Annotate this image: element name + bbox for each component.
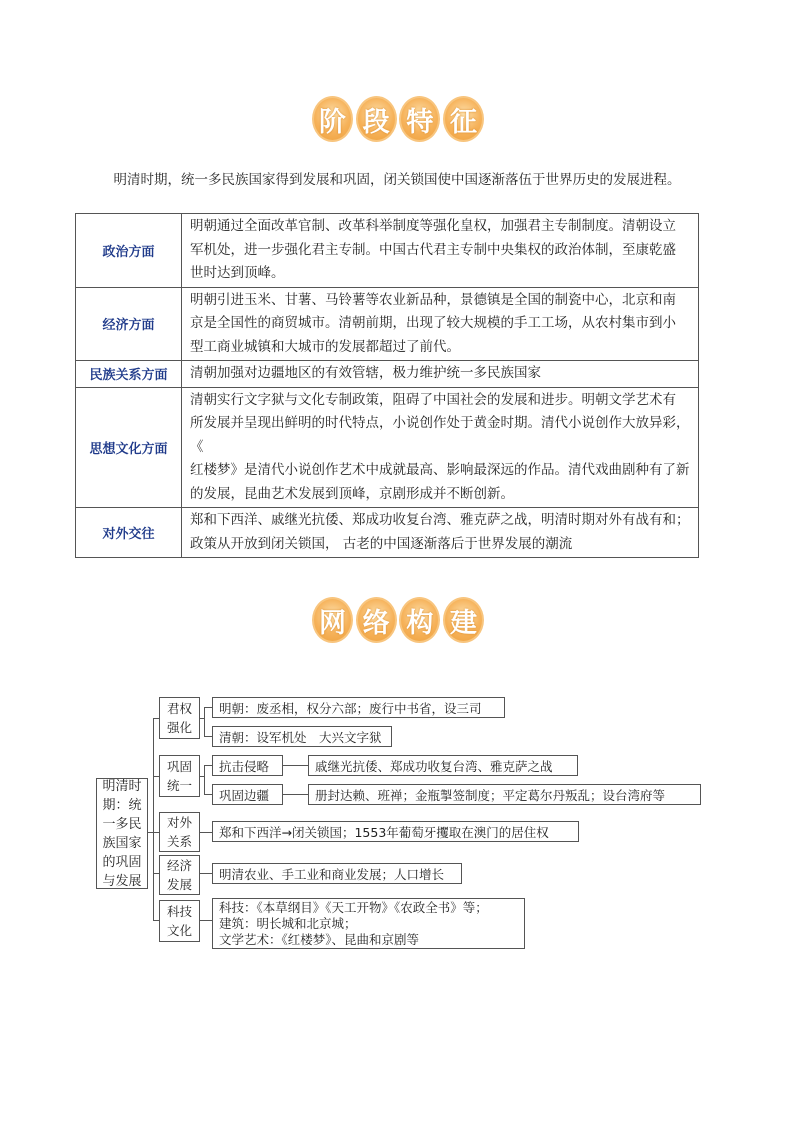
banner-char: 网: [312, 597, 353, 643]
banner-char: 络: [356, 597, 397, 643]
connector-line: [204, 765, 212, 766]
branch-label: 科技文化: [166, 904, 192, 938]
desc-line: 所发展并呈现出鲜明的时代特点，小说创作处于黄金时期。清代小说创作大放异彩，《: [190, 415, 690, 455]
connector-line: [153, 718, 154, 920]
connector-line: [200, 920, 212, 921]
branch-unity: [159, 755, 200, 797]
branch-science-culture: [159, 900, 200, 942]
desc-line: 型工商业城镇和大城市的发展都超过了前代。: [190, 338, 460, 355]
connector-line: [204, 794, 212, 795]
desc-line: 京是全国性的商贸城市。清朝前期，出现了较大规模的手工工场，从农村集市到小: [190, 315, 676, 331]
desc-line: 明朝通过全面改革官制、改革科举制度等强化皇权，加强君主专制制度。清朝设立: [190, 218, 676, 234]
section-banner-stage-features: [312, 96, 484, 144]
connector-line: [204, 707, 212, 708]
leaf-economy: 明清农业、手工业和商业发展；人口增长: [212, 863, 462, 884]
row-category: 民族关系方面: [76, 361, 182, 388]
banner-char: 阶: [312, 96, 353, 142]
characteristics-table: [75, 213, 699, 558]
desc-line: 明朝引进玉米、甘薯、马铃薯等农业新品种，景德镇是全国的制瓷中心，北京和南: [190, 291, 676, 308]
desc-line: 郑和下西洋、戚继光抗倭、郑成功收复台湾、雅克萨之战，明清时期对外有战有和；: [190, 512, 690, 528]
connector-line: [200, 832, 212, 833]
row-description: [182, 287, 699, 361]
desc-line: 的发展，昆曲艺术发展到顶峰，京剧形成并不断创新。: [190, 485, 514, 502]
leaf-line: 文学艺术：《红楼梦》、昆曲和京剧等: [219, 932, 420, 947]
connector-line: [283, 794, 308, 795]
leaf-resist-invasion: 抗击侵略: [212, 755, 283, 776]
banner-char: 构: [399, 597, 440, 643]
row-category: 对外交往: [76, 508, 182, 558]
connector-line: [204, 707, 205, 736]
connector-line: [204, 736, 212, 737]
desc-line: 政策从开放到闭关锁国， 古老的中国逐渐落后于世界发展的潮流: [190, 535, 573, 552]
leaf-secure-border-detail: 册封达赖、班禅；金瓶掣签制度；平定葛尔丹叛乱；设台湾府等: [308, 784, 701, 805]
row-category: 思想文化方面: [76, 387, 182, 508]
leaf-science-culture: [212, 898, 525, 949]
leaf-qing-power: 清朝：设军机处 大兴文字狱: [212, 726, 392, 747]
branch-label: 君权强化: [166, 701, 192, 735]
table-row: [76, 214, 699, 288]
row-category: 政治方面: [76, 214, 182, 288]
leaf-line: 科技：《本草纲目》《天工开物》《农政全书》等；: [219, 900, 488, 915]
diagram-root: [96, 778, 148, 889]
section-banner-network: [312, 597, 484, 645]
banner-char: 建: [443, 597, 484, 643]
table-row: [76, 287, 699, 361]
connector-line: [200, 873, 212, 874]
connector-line: [283, 765, 308, 766]
row-description: [182, 361, 699, 388]
table-row: [76, 387, 699, 508]
row-description: [182, 387, 699, 508]
banner-char: 特: [399, 96, 440, 142]
leaf-ming-power: 明朝：废丞相，权分六部；废行中书省，设三司: [212, 697, 505, 718]
row-description: [182, 508, 699, 558]
leaf-foreign-relations: 郑和下西洋→闭关锁国；1553年葡萄牙攫取在澳门的居住权: [212, 821, 579, 842]
branch-label: 巩固统一: [166, 759, 192, 793]
table-row: [76, 361, 699, 388]
desc-line: 清朝加强对边疆地区的有效管辖，极力维护统一多民族国家: [190, 365, 541, 381]
leaf-secure-border: 巩固边疆: [212, 784, 283, 805]
row-description: [182, 214, 699, 288]
banner-char: 段: [356, 96, 397, 142]
branch-economy: [159, 855, 200, 895]
branch-power: [159, 697, 200, 739]
diagram-root-label: 明清时期：统一多民族国家的巩固与发展: [102, 778, 142, 889]
desc-line: 清朝实行文字狱与文化专制政策，阻碍了中国社会的发展和进步。明朝文学艺术有: [190, 391, 676, 408]
connector-line: [204, 765, 205, 794]
table-row: [76, 508, 699, 558]
leaf-resist-invasion-detail: 戚继光抗倭、郑成功收复台湾、雅克萨之战: [308, 755, 578, 776]
desc-line: 世时达到顶峰。: [190, 265, 285, 281]
desc-line: 军机处，进一步强化君主专制。中国古代君主专制中央集权的政治体制，至康乾盛: [190, 241, 676, 258]
leaf-line: 建筑：明长城和北京城；: [219, 916, 357, 931]
row-category: 经济方面: [76, 287, 182, 361]
desc-line: 红楼梦》是清代小说创作艺术中成就最高、影响最深远的作品。清代戏曲剧种有了新: [190, 462, 690, 478]
branch-foreign: [159, 812, 200, 852]
intro-text: 明清时期，统一多民族国家得到发展和巩固，闭关锁国使中国逐渐落伍于世界历史的发展进程。: [113, 172, 681, 188]
branch-label: 经济发展: [166, 858, 192, 892]
branch-label: 对外关系: [166, 815, 192, 849]
banner-char: 征: [443, 96, 484, 142]
